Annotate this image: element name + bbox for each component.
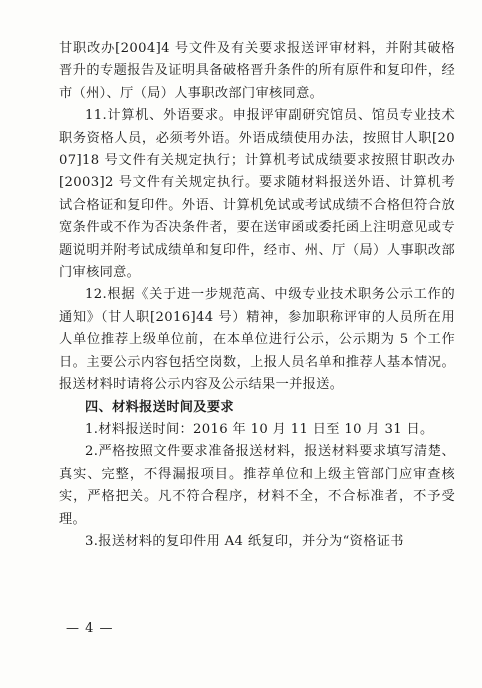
paragraph-item-12: 12.根据《关于进一步规范高、中级专业技术职务公示工作的通知》（甘人职[2016]44 号）精神，参加职称评审的人员所在用人单位推荐上级单位前，在本单位进行公示，公示期为 5 个工作日。主要公示内容包括空岗数，上报人员名单和推荐人基本情况。报送材料时请将公示内容及公示结果一并报送。 bbox=[59, 287, 455, 393]
paragraph-item-3: 3.报送材料的复印件用 A4 纸复印，并分为“资格证书 bbox=[85, 533, 404, 549]
page-number: — 4 — bbox=[66, 621, 114, 636]
paragraph-continuation: 甘职改办[2004]4 号文件及有关要求报送评审材料，并附其破格晋升的专题报告及证明具备破格晋升条件的所有原件和复印件，经市（州）、厅（局）人事职改部门审核同意。 bbox=[59, 41, 455, 101]
paragraph-item-2: 2.严格按照文件要求准备报送材料，报送材料要求填写清楚、真实、完整，不得漏报项目。推荐单位和上级主管部门应审查核实，严格把关。凡不符合程序，材料不全，不合标准者，不予受理。 bbox=[59, 444, 455, 527]
document-body bbox=[59, 38, 455, 553]
paragraph-item-11: 11.计算机、外语要求。申报评审副研究馆员、馆员专业技术职务资格人员，必须考外语。外语成绩使用办法，按照甘人职[2007]18 号文件有关规定执行；计算机考试成绩要求按照甘职改办[2003]2 号文件有关规定执行。要求随材料报送外语、计算机考试合格证和复印件。外语、计算机免试或考试成绩不合格但符合放宽条件或不作为否决条件者，要在送审函或委托函上注明意见或专题说明并附考试成绩单和复印件，经市、州、厅（局）人事职改部门审核同意。 bbox=[59, 108, 455, 281]
paragraph-item-1: 1.材料报送时间：2016 年 10 月 11 日至 10 月 31 日。 bbox=[85, 421, 434, 437]
section-heading: 四、材料报送时间及要求 bbox=[85, 399, 234, 415]
